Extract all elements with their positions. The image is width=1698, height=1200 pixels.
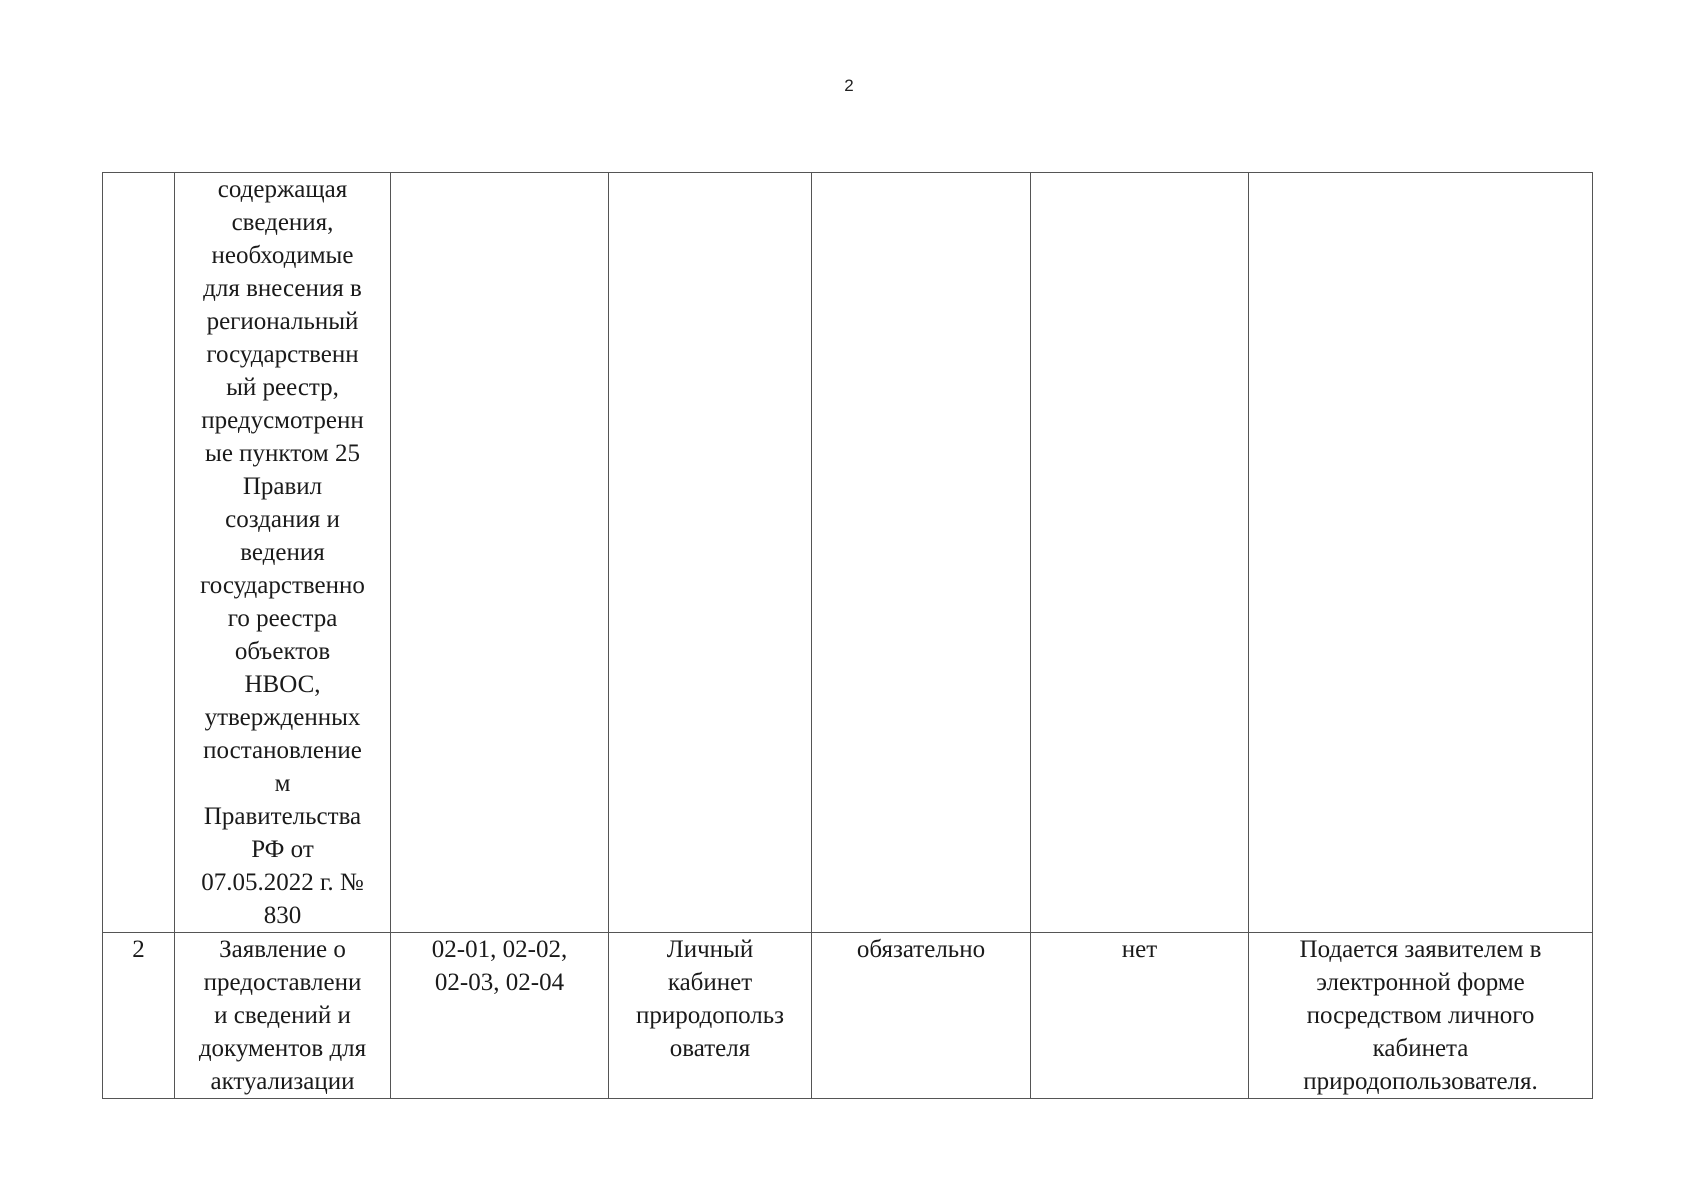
- cell-codes: [391, 173, 609, 933]
- cell-note: [1249, 173, 1593, 933]
- cell-num: [103, 173, 175, 933]
- cell-additional: нет: [1031, 933, 1249, 1099]
- cell-requirement: [812, 173, 1031, 933]
- cell-codes: 02-01, 02-02, 02-03, 02-04: [391, 933, 609, 1099]
- table-row-continued: [103, 173, 1593, 933]
- cell-channel: [609, 173, 812, 933]
- page-number: 2: [844, 76, 854, 95]
- cell-additional: [1031, 173, 1249, 933]
- cell-document: Заявление о предоставлени и сведений и документов для актуализации: [175, 933, 391, 1099]
- cell-channel: Личный кабинет природопольз ователя: [609, 933, 812, 1099]
- cell-document: содержащая сведения, необходимые для внесения в региональный государственн ый реестр, предусмотренн ые пунктом 25 Правил создания и ведения государственно го реестра объектов НВОС, утвержденных постановление м Правительства РФ от 07.05.2022 г. № 830: [175, 173, 391, 933]
- cell-note: Подается заявителем в электронной форме посредством личного кабинета природопользователя.: [1249, 933, 1593, 1099]
- table-row: [103, 933, 1593, 1099]
- document-table: [102, 172, 1593, 1099]
- cell-num: 2: [103, 933, 175, 1099]
- cell-requirement: обязательно: [812, 933, 1031, 1099]
